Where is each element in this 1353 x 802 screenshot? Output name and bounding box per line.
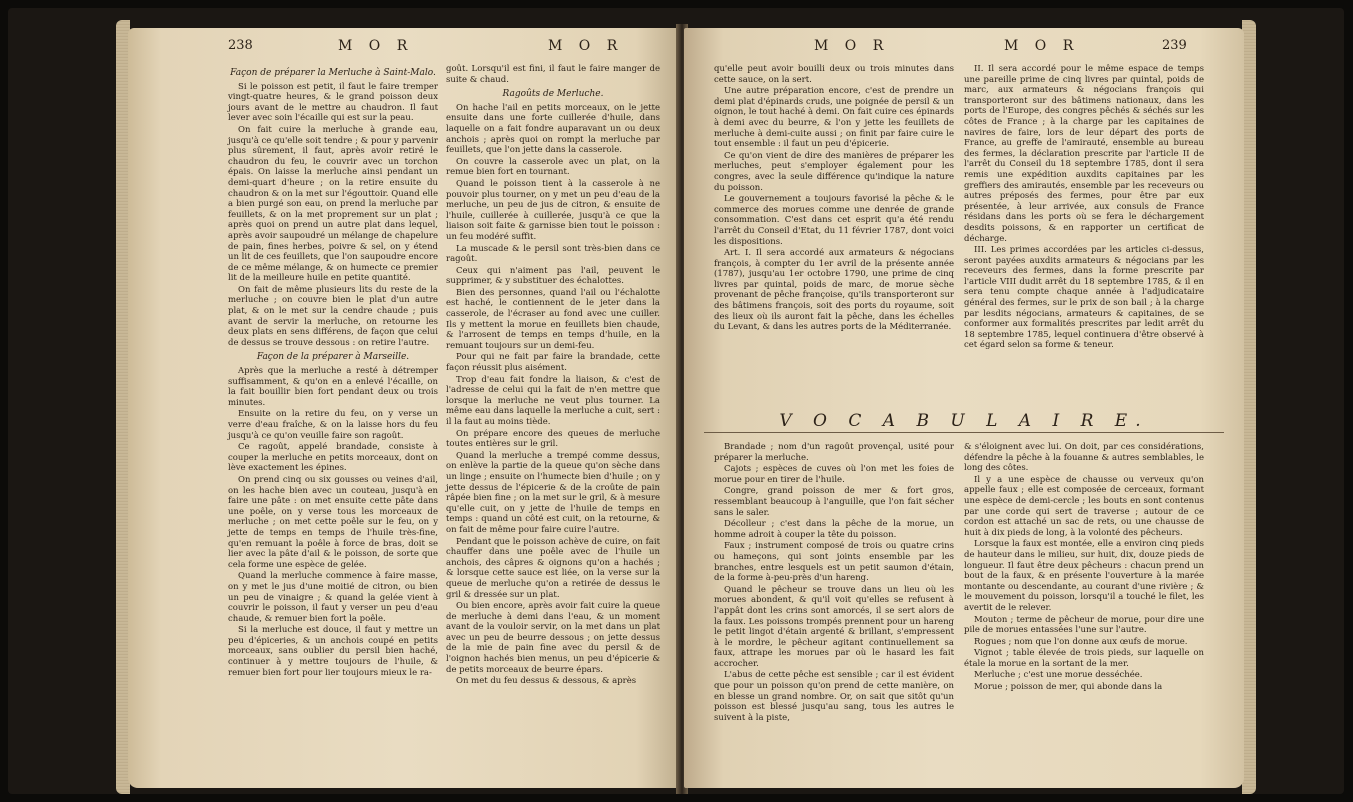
vocab-entry: Il y a une espèce de chausse ou verveux qu'on appelle faux ; elle est composée de cerceaux, formant une espèce de demi-cercle ; les bouts en sont contenus par une corde qui sert de traverse ; autour de ce cordon est attaché un sac de rets, ou une chausse de huit à dix pieds de long, à la volonté des pêcheurs. bbox=[964, 474, 1204, 538]
paragraph: Quand la merluche a trempé comme dessus, on enlève la partie de la queue qu'on sèche dans un linge ; ensuite on l'humecte bien d'huile ; on y jette dessus de l'épicerie & de la croûte de pain râpée bien fine ; on la met sur le gril, & à mesure qu'elle cuit, on y jette de l'huile de temps en temps : quand un côté est cuit, on la retourne, & on fait de même pour faire cuire l'autre. bbox=[446, 450, 660, 535]
paragraph: Ceux qui n'aiment pas l'ail, peuvent le supprimer, & y substituer des échalottes. bbox=[446, 265, 660, 287]
paragraph: Trop d'eau fait fondre la liaison, & c'est de l'adresse de celui qui la fait de n'en mettre que lorsque la merluche ne veut plus tourner. La même eau dans laquelle la merluche a cuit, sert : il la faut au moins tiède. bbox=[446, 374, 660, 427]
right-page-column-2 bbox=[964, 64, 1204, 409]
vocabulaire-heading: V O C A B U L A I R E. bbox=[779, 411, 1149, 431]
running-head-left-col2: M O R bbox=[548, 38, 624, 54]
vocab-entry: & s'éloignent avec lui. On doit, par ces considérations, défendre la pêche à la fouanne & autres semblables, le long des côtes. bbox=[964, 442, 1204, 474]
vocab-entry: Morue ; poisson de mer, qui abonde dans la bbox=[974, 682, 1163, 693]
paragraph: Art. I. Il sera accordé aux armateurs & négocians françois, à compter du 1er avril de la présente année (1787), jusqu'au 1er octobre 1790, une prime de cinq livres par quintal, poids de marc, de morue sèche provenant de pêche françoise, qu'ils transporteront sur des bâtimens françois, soit des ports du royaume, soit des lieux où ils auront fait la pêche, dans les échelles du Levant, & dans les autres ports de la Méditerranée. bbox=[714, 248, 954, 333]
section-heading: Ragoûts de Merluche. bbox=[502, 89, 604, 100]
paragraph: Ce ragoût, appelé brandade, consiste à couper la merluche en petits morceaux, dont on lève exactement les épines. bbox=[228, 442, 438, 474]
running-head-right-col2: M O R bbox=[1004, 38, 1080, 54]
vocabulaire-column-2 bbox=[964, 442, 1204, 782]
vocab-entry: Lorsque la faux est montée, elle a environ cinq pieds de hauteur dans le milieu, sur huit, dix, douze pieds de longueur. Il faut être deux pêcheurs : chacun prend un bout de la faux, & en présente l'ouverture à la marée montante ou descendante, au courant d'une rivière ; & le mouvement du poisson, lorsqu'il a touché le filet, les avertit de le relever. bbox=[964, 539, 1204, 613]
running-head-right: M O R bbox=[814, 38, 890, 54]
right-page-column-1 bbox=[714, 64, 954, 409]
open-book bbox=[8, 8, 1344, 794]
paragraph: Une autre préparation encore, c'est de prendre un demi plat d'épinards cruds, une poignée de persil & un oignon, le tout haché à demi. On fait cuire ces épinards à demi avec du beurre, & l'on y jette les feuillets de merluche à demi-cuite aussi ; on finit par faire cuire le tout ensemble : il faut un peu d'épicerie. bbox=[714, 86, 954, 150]
vocab-entry: Merluche ; c'est une morue desséchée. bbox=[974, 670, 1143, 681]
vocab-entry: Cajots ; espèces de cuves où l'on met les foies de morue pour en tirer de l'huile. bbox=[714, 464, 954, 485]
vocab-entry: L'abus de cette pêche est sensible ; car il est évident que pour un poisson qu'on prend de cette manière, on en blesse un grand nombre. Or, on sait que sitôt qu'un poisson est blessé jusqu'au sang, tous les autres le suivent à la piste, bbox=[714, 670, 954, 723]
paragraph: On met du feu dessus & dessous, & après bbox=[456, 676, 637, 687]
paragraph: Si le poisson est petit, il faut le faire tremper vingt-quatre heures, & le grand poisson deux jours avant de le mettre au chaudron. Il faut lever avec soin l'écaille qui est sur la peau. bbox=[228, 81, 438, 124]
section-heading: Façon de préparer la Merluche à Saint-Malo. bbox=[230, 68, 436, 78]
paragraph: Quand la merluche commence à faire masse, on y met le jus d'une moitié de citron, ou bien un peu de vinaigre ; & quand la gelée vient à couvrir le poisson, il faut y verser un peu d'eau chaude, & remuer bien fort la poêle. bbox=[228, 571, 438, 624]
paragraph: On fait de même plusieurs lits du reste de la merluche ; on couvre bien le plat d'un autre plat, & on le met sur la cendre chaude ; puis avant de servir la merluche, on retourne les deux plats en sens différens, de façon que celui de dessus se trouve dessous : on retire l'autre. bbox=[228, 284, 438, 348]
paragraph: goût. Lorsqu'il est fini, il faut le faire manger de suite & chaud. bbox=[446, 64, 660, 85]
paragraph: II. Il sera accordé pour le même espace de temps une pareille prime de cinq livres par quintal, poids de marc, aux armateurs & négocians françois qui transporteront sur des bâtimens nationaux, dans les ports de l'Europe, des congres pêchés & séchés sur les côtes de France ; à la charge par les capitaines de navires de faire, lors de leur départ des ports de France, au greffe de l'amirauté, ensemble au bureau des fermes, la déclaration prescrite par l'article II de l'arrêt du Conseil du 18 septembre 1785, dont il sera remis une expédition auxdits capitaines par les greffiers des amirautés, ensemble par les receveurs ou autres préposés des fermes, pour être par eux présentée, à leur arrivée, aux consuls de France résidans dans les ports où se fera le déchargement desdits poissons, & en rapporter un certificat de décharge. bbox=[964, 64, 1204, 244]
page-number-left: 238 bbox=[228, 38, 253, 53]
paragraph: Après que la merluche a resté à détremper suffisamment, & qu'on en a enlevé l'écaille, on la fait bouillir bien fort pendant deux ou trois minutes. bbox=[228, 366, 438, 408]
vocab-entry: Vignot ; table élevée de trois pieds, sur laquelle on étale la morue en la sortant de la mer. bbox=[964, 648, 1204, 669]
page-edges-right bbox=[1242, 20, 1256, 794]
vocabulaire-column-1 bbox=[714, 442, 954, 782]
right-page bbox=[684, 28, 1244, 788]
paragraph: On couvre la casserole avec un plat, on la remue bien fort en tournant. bbox=[446, 156, 660, 178]
vocab-entry: Quand le pêcheur se trouve dans un lieu où les morues abondent, & qu'il voit qu'elles se refusent à l'appât dont les crins sont amorcés, il se sert alors de la faux. Les poissons trompés prennent pour un hareng le petit lingot d'étain argenté & brillant, s'empressent à le mordre, le pêcheur agitant continuellement sa faux, attrape les morues par où le hasard les fait accrocher. bbox=[714, 584, 954, 669]
page-number-right: 239 bbox=[1162, 38, 1187, 53]
vocab-entry: Congre, grand poisson de mer & fort gros, ressemblant beaucoup à l'anguille, que l'on fait sécher sans le saler. bbox=[714, 486, 954, 518]
paragraph: On fait cuire la merluche à grande eau, jusqu'à ce qu'elle soit tendre ; & pour y parvenir plus sûrement, il faut, après avoir retiré le chaudron du feu, le couvrir avec un torchon épais. On laisse la merluche ainsi pendant un demi-quart d'heure ; on la retire ensuite du chaudron & on la met sur l'égouttoir. Quand elle a bien purgé son eau, on prend la merluche par feuillets, & on la met proprement sur un plat ; après quoi on prend un autre plat dans lequel, après avoir saupoudré un mélange de chapelure de pain, fines herbes, poivre & sel, on y étend un lit de ces feuillets, que l'on saupoudre encore de ce même mélange, & on humecte ce premier lit de la meilleure huile en petite quantité. bbox=[228, 124, 438, 284]
vocabulaire-rule bbox=[704, 432, 1224, 433]
paragraph: Quand le poisson tient à la casserole à ne pouvoir plus tourner, on y met un peu d'eau de la merluche, un peu de jus de citron, & ensuite de l'huile, cuillerée à cuillerée, jusqu'à ce que la liaison soit faite & garnisse bien tout le poisson : un feu modéré suffit. bbox=[446, 178, 660, 242]
left-page bbox=[128, 28, 680, 788]
paragraph: Ce qu'on vient de dire des manières de préparer les merluches, peut s'employer également pour les congres, avec la seule différence qu'indique la nature du poisson. bbox=[714, 150, 954, 193]
paragraph: Ensuite on la retire du feu, on y verse un verre d'eau fraîche, & on la laisse hors du feu jusqu'à ce qu'on veuille faire son ragoût. bbox=[228, 409, 438, 441]
paragraph: Ou bien encore, après avoir fait cuire la queue de merluche à demi dans l'eau, & un moment avant de la vouloir servir, on la met dans un plat avec un peu de beurre dessous ; on jette dessus de la mie de pain fine avec du persil & de l'oignon hachés bien menus, un peu d'épicerie & de petits morceaux de beurre épars. bbox=[446, 601, 660, 675]
running-head-left: M O R bbox=[338, 38, 414, 54]
paragraph: On hache l'ail en petits morceaux, on le jette ensuite dans une forte cuillerée d'huile, dans laquelle on a fait fondre auparavant un ou deux anchois ; après quoi on rompt la merluche par feuillets, que l'on jette dans la casserole. bbox=[446, 102, 660, 156]
paragraph: La muscade & le persil sont très-bien dans ce ragoût. bbox=[446, 243, 660, 265]
vocab-entry: Faux ; instrument composé de trois ou quatre crins ou hameçons, qui sont joints ensemble par les branches, entre lesquels est un petit saumon d'étain, de la forme à-peu-près d'un hareng. bbox=[714, 541, 954, 584]
paragraph: Si la merluche est douce, il faut y mettre un peu d'épiceries, & un anchois coupé en petits morceaux, sans oublier du persil bien haché, continuer à y mettre toujours de l'huile, & remuer bien fort pour lier toujours mieux le ra- bbox=[228, 625, 438, 678]
vocab-entry: Rogues ; nom que l'on donne aux œufs de morue. bbox=[974, 636, 1188, 647]
left-page-column-1 bbox=[228, 64, 438, 679]
paragraph: Pendant que le poisson achève de cuire, on fait chauffer dans une poêle avec de l'huile un anchois, des câpres & oignons qu'on a hachés ; & lorsque cette sauce est liée, on la verse sur la queue de merluche qu'on a retirée de dessus le gril & dressée sur un plat. bbox=[446, 536, 660, 600]
left-page-column-2 bbox=[446, 64, 660, 688]
paragraph: III. Les primes accordées par les articles ci-dessus, seront payées auxdits armateurs & négocians par les receveurs des fermes, dans la forme prescrite par l'article VIII dudit arrêt du 18 septembre 1785, & il en sera tenu compte chaque année à l'adjudicataire général des fermes, sur le prix de son bail ; à la charge par lesdits négocians, armateurs & capitaines, de se conformer aux formalités prescrites par ledit arrêt du 18 septembre 1785, lequel continuera d'être observé à cet égard selon sa forme & teneur. bbox=[964, 245, 1204, 351]
paragraph: On prend cinq ou six gousses ou veines d'ail, on les hache bien avec un couteau, jusqu'à en faire une pâte : on met ensuite cette pâte dans une poêle, on y verse tous les morceaux de merluche ; on met cette poêle sur le feu, on y jette de temps en temps de l'huile très-fine, qu'en remuant la poêle à force de bras, doit se lier avec la pâte d'ail & le poisson, de sorte que cela forme une espèce de gelée. bbox=[228, 474, 438, 570]
vocab-entry: Brandade ; nom d'un ragoût provençal, usité pour préparer la merluche. bbox=[714, 442, 954, 463]
section-heading: Façon de la préparer à Marseille. bbox=[256, 352, 410, 363]
paragraph: Le gouvernement a toujours favorisé la pêche & le commerce des morues comme une denrée de grande consommation. C'est dans cet esprit qu'a été rendu l'arrêt du Conseil d'Etat, du 11 février 1787, dont voici les dispositions. bbox=[714, 194, 954, 247]
vocab-entry: Décolleur ; c'est dans la pêche de la morue, un homme adroit à couper la tête du poisson. bbox=[714, 519, 954, 540]
paragraph: qu'elle peut avoir bouilli deux ou trois minutes dans cette sauce, on la sert. bbox=[714, 64, 954, 85]
paragraph: Bien des personnes, quand l'ail ou l'échalotte est haché, le contiennent de le jeter dans la casserole, de l'écraser au fond avec une cuiller. Ils y mettent la morue en feuillets bien chaude, & l'arrosent de temps en temps d'huile, en la remuant toujours sur un demi-feu. bbox=[446, 287, 660, 351]
paragraph: Pour qui ne fait par faire la brandade, cette façon réussit plus aisément. bbox=[446, 352, 660, 374]
vocab-entry: Mouton ; terme de pêcheur de morue, pour dire une pile de morues entassées l'une sur l'autre. bbox=[964, 614, 1204, 636]
paragraph: On prépare encore des queues de merluche toutes entières sur le gril. bbox=[446, 428, 660, 450]
